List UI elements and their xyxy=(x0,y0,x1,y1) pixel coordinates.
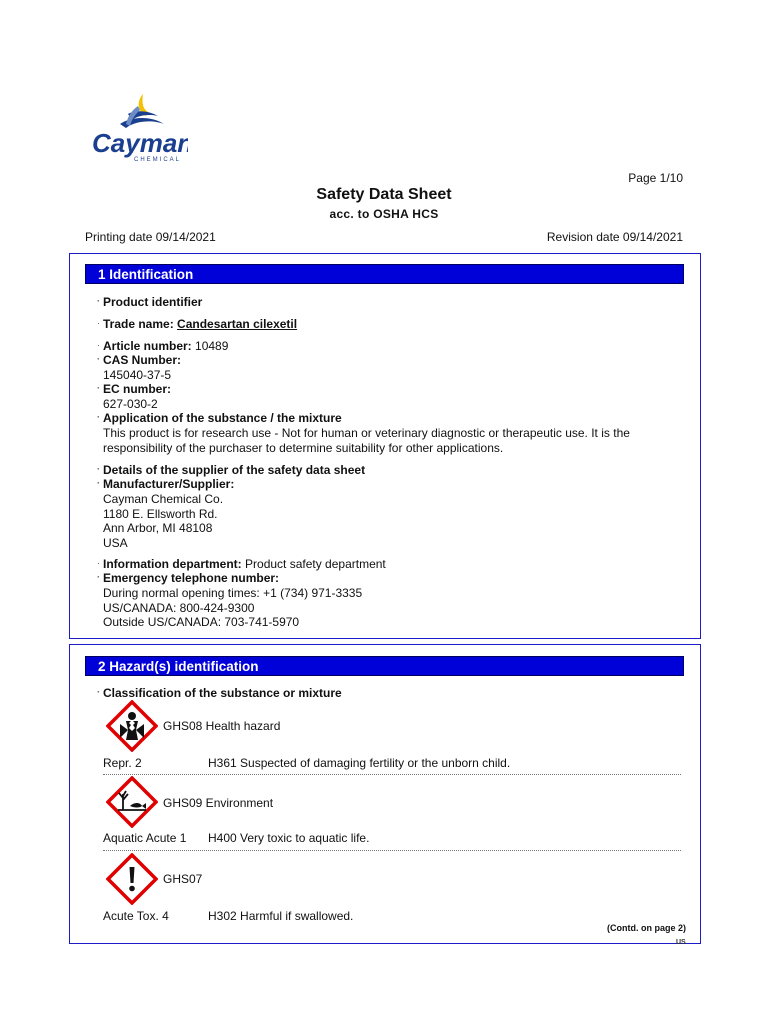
emergency-phone-label: · Emergency telephone number: xyxy=(97,571,280,585)
supplier-details-label: · Details of the supplier of the safety data sheet xyxy=(97,463,366,477)
emergency-phone-line: Outside US/CANADA: 703-741-5970 xyxy=(103,615,300,629)
page-title: Safety Data Sheet xyxy=(316,186,452,203)
cas-number-label: · CAS Number: xyxy=(97,353,182,367)
address-line: Ann Arbor, MI 48108 xyxy=(103,521,213,535)
hazard-label: GHS08 Health hazard xyxy=(163,719,281,733)
logo-wordmark: Cayman xyxy=(92,128,188,158)
ec-number-value: 627-030-2 xyxy=(103,397,158,411)
trade-name-value: Candesartan cilexetil xyxy=(177,317,298,331)
divider xyxy=(103,850,681,851)
hazard-statement: H361 Suspected of damaging fertility or the unborn child. xyxy=(208,756,511,770)
hazard-statement: H400 Very toxic to aquatic life. xyxy=(208,831,370,845)
region-mark: US xyxy=(676,939,686,946)
exclamation-mark-icon xyxy=(106,853,158,905)
emergency-phone-line: During normal opening times: +1 (734) 971-3335 xyxy=(103,586,363,600)
section-hazards xyxy=(69,644,701,944)
hazard-category: Acute Tox. 4 xyxy=(103,909,169,923)
logo-subtext: CHEMICAL xyxy=(134,157,182,163)
page-subtitle: acc. to OSHA HCS xyxy=(329,207,439,221)
info-department-row: · Information department: Product safety department xyxy=(97,557,386,571)
product-identifier-label: · Product identifier xyxy=(97,295,203,309)
hazard-category: Aquatic Acute 1 xyxy=(103,831,187,845)
classification-label: · Classification of the substance or mixture xyxy=(97,686,342,700)
revision-date: Revision date 09/14/2021 xyxy=(546,230,683,244)
ec-number-label: · EC number: xyxy=(97,382,172,396)
environment-icon xyxy=(106,776,158,828)
address-line: Cayman Chemical Co. xyxy=(103,492,224,506)
section-heading: 2 Hazard(s) identification xyxy=(85,656,684,676)
section-identification xyxy=(69,253,701,639)
manufacturer-label: · Manufacturer/Supplier: xyxy=(97,477,235,491)
trade-name-row: · Trade name: Candesartan cilexetil xyxy=(97,317,298,331)
application-text-1: This product is for research use - Not for human or veterinary diagnostic or therapeutic use. It is the xyxy=(103,426,630,440)
application-text-2: responsibility of the purchaser to determine suitability for other applications. xyxy=(103,441,504,455)
cayman-logo xyxy=(88,90,188,166)
article-number-row: · Article number: 10489 xyxy=(97,339,229,353)
continued-note: (Contd. on page 2) xyxy=(607,923,686,933)
cas-number-value: 145040-37-5 xyxy=(103,368,172,382)
application-label: · Application of the substance / the mixture xyxy=(97,411,342,425)
emergency-phone-line: US/CANADA: 800-424-9300 xyxy=(103,601,255,615)
address-line: USA xyxy=(103,536,128,550)
hazard-statement: H302 Harmful if swallowed. xyxy=(208,909,354,923)
printing-date: Printing date 09/14/2021 xyxy=(85,230,216,244)
divider xyxy=(103,774,681,775)
health-hazard-icon xyxy=(106,700,158,752)
hazard-label: GHS07 xyxy=(163,872,203,886)
section-heading: 1 Identification xyxy=(85,264,684,284)
address-line: 1180 E. Ellsworth Rd. xyxy=(103,507,218,521)
hazard-label: GHS09 Environment xyxy=(163,796,274,810)
hazard-category: Repr. 2 xyxy=(103,756,142,770)
page-number: Page 1/10 xyxy=(628,171,683,185)
